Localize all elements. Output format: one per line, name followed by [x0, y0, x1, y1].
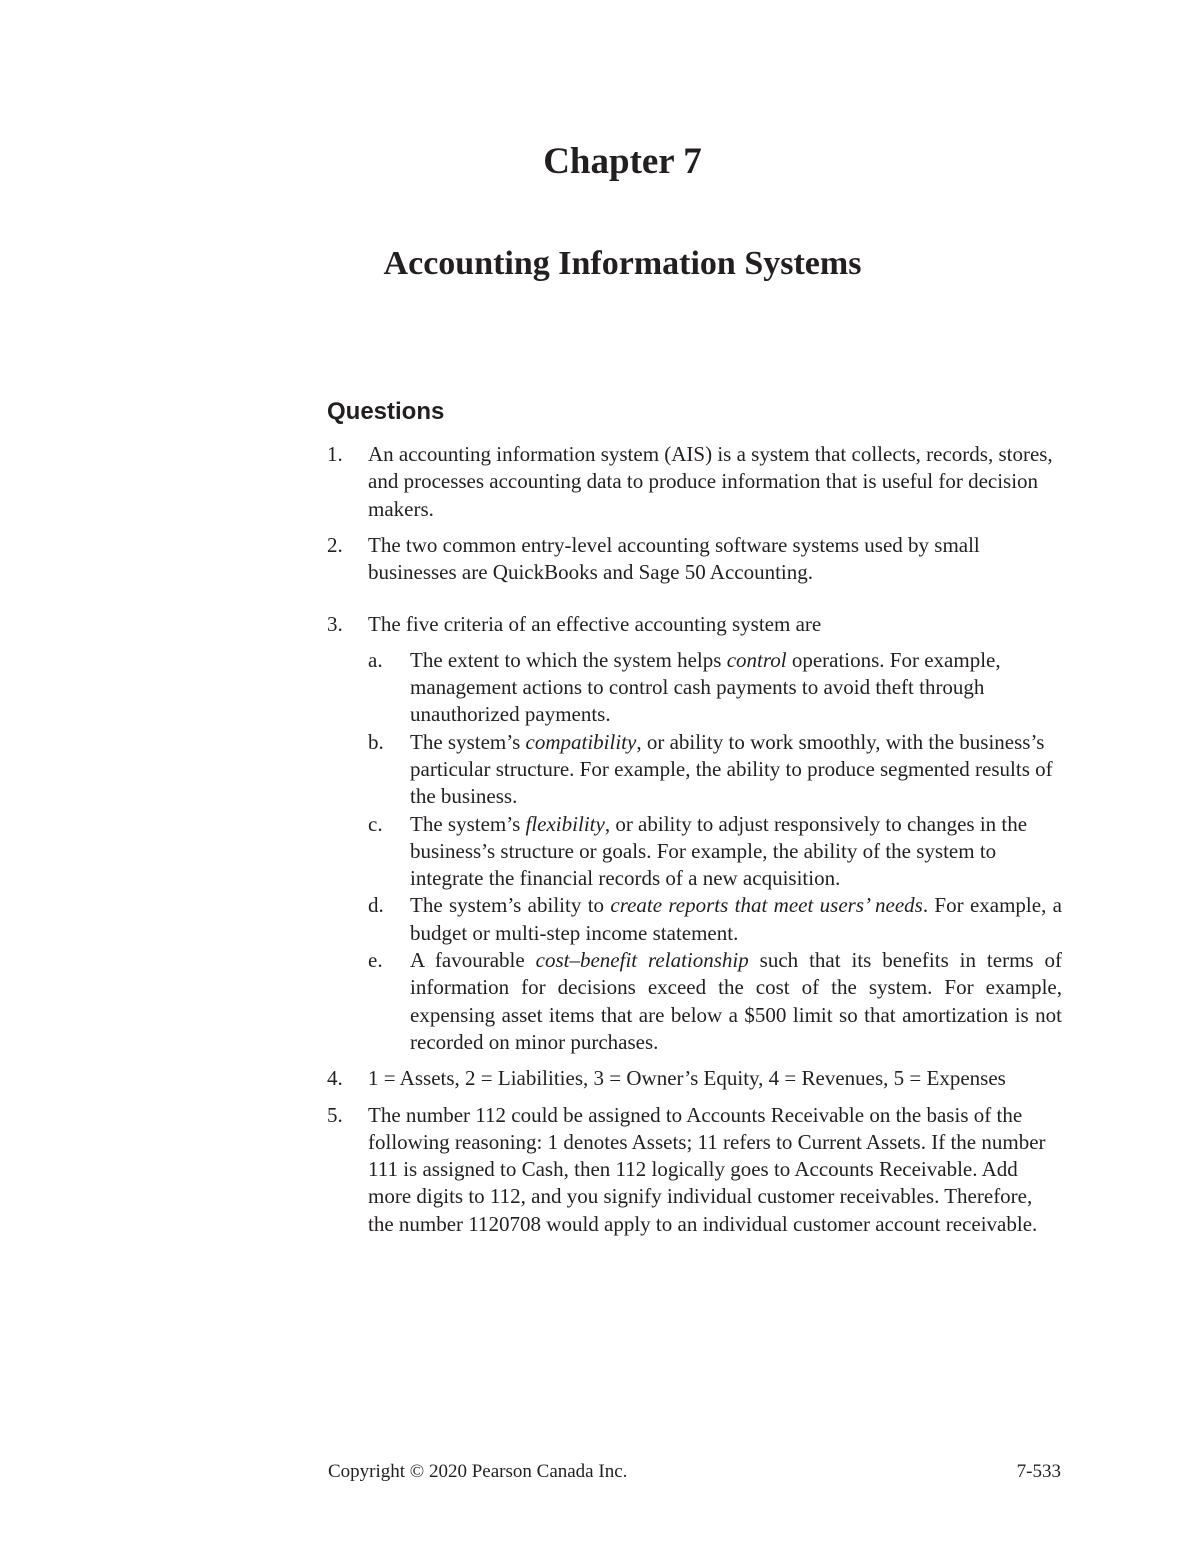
chapter-title: Chapter 7 [543, 141, 702, 182]
criteria-item-c [368, 811, 1062, 893]
criteria-text: The system’s ability to [410, 893, 611, 918]
criteria-text: The extent to which the system helps [410, 647, 727, 672]
question-text: An accounting information system (AIS) is a system that collects, records, stores, and processes accounting data to produce information that is useful for decision makers. [368, 442, 1053, 521]
criteria-emphasis: flexibility [525, 811, 605, 836]
criteria-text: such that its benefits in terms of information for decisions exceed the cost of the system. For example, expensing asset items that are below a $500 limit so that amortization is not recorded on minor purchases. [410, 948, 1062, 1054]
question-text: 1 = Assets, 2 = Liabilities, 3 = Owner’s Equity, 4 = Revenues, 5 = Expenses [368, 1066, 1006, 1091]
question-number: 3. [327, 612, 343, 637]
criteria-emphasis: cost–benefit relationship [535, 948, 749, 973]
question-number: 2. [327, 532, 343, 557]
question-item-5 [327, 1102, 1062, 1238]
question-text: The five criteria of an effective accounting system are [368, 612, 822, 637]
criteria-letter: a. [368, 647, 383, 672]
criteria-list [368, 647, 1062, 1056]
page-number: 7-533 [1016, 1461, 1061, 1482]
copyright-notice: Copyright © 2020 Pearson Canada Inc. [328, 1461, 628, 1482]
criteria-letter: d. [368, 893, 384, 918]
criteria-text: A favourable [410, 948, 536, 973]
question-item-4 [327, 1065, 1062, 1092]
criteria-item-b [368, 729, 1062, 811]
criteria-text: , or ability to adjust responsively to changes in the business’s structure or goals. For example, the ability of the system to integrate the financial records of a new acquisition. [410, 811, 1028, 891]
question-number: 4. [327, 1066, 343, 1091]
criteria-text: . For example, a budget or multi-step income statement. [410, 893, 1062, 945]
question-text: The number 112 could be assigned to Accounts Receivable on the basis of the following reasoning: 1 denotes Assets; 11 refers to Current Assets. If the number 111 is assigned to Cash, then 112 logically goes to Accounts Receivable. Add more digits to 112, and you signify individual customer receivables. Therefore, the number 1120708 would apply to an individual customer account receivable. [368, 1102, 1046, 1236]
criteria-text: The system’s [410, 811, 526, 836]
question-item-3 [327, 611, 1062, 1056]
criteria-text: operations. For example, management actions to control cash payments to avoid theft through unauthorized payments. [410, 647, 1001, 727]
criteria-letter: c. [368, 811, 383, 836]
question-number: 5. [327, 1102, 343, 1127]
criteria-text: The system’s [410, 729, 526, 754]
chapter-subtitle: Accounting Information Systems [383, 245, 862, 282]
criteria-emphasis: compatibility [525, 729, 637, 754]
criteria-letter: e. [368, 948, 383, 973]
questions-list [327, 441, 1062, 1247]
criteria-text: , or ability to work smoothly, with the business’s particular structure. For example, the ability to produce segmented results of the business. [410, 729, 1053, 809]
question-text: The two common entry-level accounting software systems used by small businesses are QuickBooks and Sage 50 Accounting. [368, 532, 980, 585]
criteria-item-e [368, 947, 1062, 1056]
question-number: 1. [327, 442, 343, 466]
criteria-item-a [368, 647, 1062, 729]
question-item-2 [327, 532, 1062, 587]
criteria-item-d [368, 892, 1062, 947]
section-heading: Questions [327, 398, 445, 425]
criteria-emphasis: control [726, 647, 787, 672]
question-item-1 [327, 441, 1062, 523]
criteria-emphasis: create reports that meet users’ needs [610, 893, 923, 918]
criteria-letter: b. [368, 729, 384, 754]
